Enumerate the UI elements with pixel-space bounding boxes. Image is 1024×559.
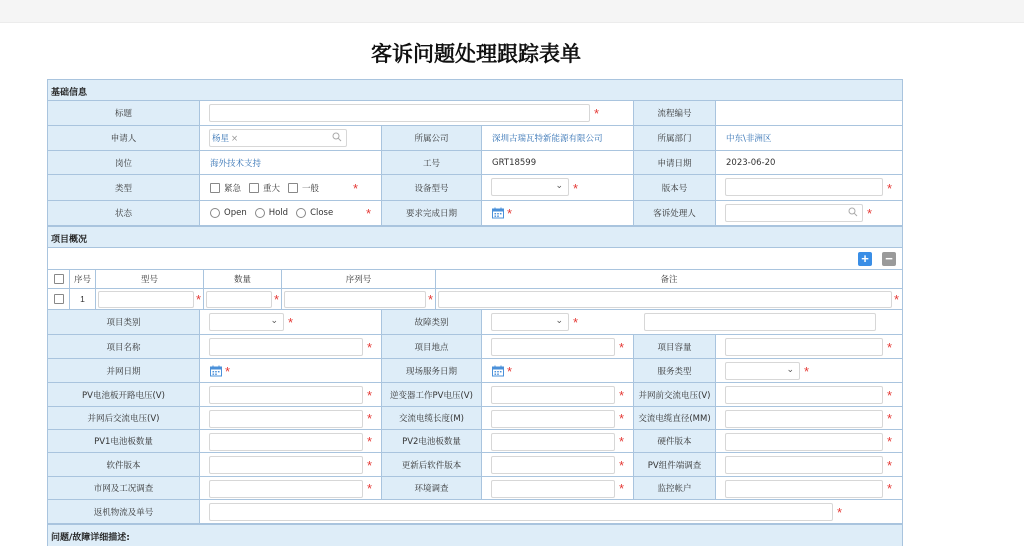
pv-open-voltage-label: PV电池板开路电压(V) [48, 383, 200, 406]
employee-number-label: 工号 [382, 151, 482, 174]
section-basic-info [48, 79, 902, 101]
version-cell [716, 175, 902, 200]
checkbox[interactable] [210, 183, 220, 193]
fault-category-cell [482, 310, 902, 334]
section-basic-info-title: 基础信息 [51, 88, 88, 98]
version-input[interactable] [725, 178, 883, 196]
grid-condition-check-cell [200, 477, 382, 499]
return-logistics-cell [200, 500, 902, 523]
chevron-down-icon: ⌄ [270, 315, 278, 325]
status-option-close[interactable] [296, 208, 333, 218]
applicant-cell [200, 126, 382, 150]
grid-date-label: 并网日期 [48, 359, 200, 382]
type-option-label: 重大 [263, 183, 281, 194]
required-mark: * [573, 315, 579, 331]
flow-number-value [716, 101, 902, 125]
monitor-account-label: 监控帐户 [634, 477, 716, 499]
required-mark: * [196, 292, 202, 308]
column-header-qty: 数量 [204, 270, 282, 288]
row-type [48, 175, 902, 201]
row-pv-voltage [48, 383, 902, 407]
column-header-remark: 备注 [660, 275, 678, 285]
required-mark: * [367, 481, 373, 497]
software-version-input[interactable] [209, 456, 363, 474]
required-mark: * [619, 339, 625, 355]
section-problem-description [48, 524, 902, 546]
required-mark: * [887, 411, 893, 427]
ac-cable-length-input[interactable] [491, 410, 615, 428]
required-mark: * [619, 457, 625, 473]
section-project-overview-title: 项目概况 [51, 235, 88, 245]
row-software [48, 453, 902, 477]
project-capacity-input[interactable] [725, 338, 883, 356]
row-project-category [48, 310, 902, 335]
chevron-down-icon: ⌄ [555, 315, 563, 325]
qty-cell [204, 289, 282, 309]
project-category-label: 项目类别 [48, 310, 200, 334]
required-mark: * [887, 180, 893, 196]
required-mark: * [288, 315, 294, 331]
service-type-select[interactable] [725, 362, 800, 380]
onsite-date-label: 现场服务日期 [382, 359, 482, 382]
required-mark: * [594, 106, 600, 122]
pv-string-check-cell [716, 453, 902, 476]
calendar-icon[interactable] [492, 365, 504, 376]
row-return-logistics [48, 500, 902, 524]
required-mark: * [274, 292, 280, 308]
remove-tag-icon[interactable]: × [231, 134, 239, 144]
row-checkbox[interactable] [54, 294, 64, 304]
status-option-hold[interactable] [255, 208, 288, 218]
fault-category-select[interactable] [491, 313, 569, 331]
calendar-icon[interactable] [492, 208, 504, 219]
section-problem-description-title: 问题/故障详细描述: [51, 533, 130, 543]
pv1-panels-input[interactable] [209, 433, 363, 451]
post-cell [200, 151, 382, 174]
type-option-label: 一般 [302, 183, 320, 194]
status-label: 状态 [48, 201, 200, 225]
section-project-overview [48, 226, 902, 248]
type-checkbox-group [210, 182, 327, 194]
applicant-label: 申请人 [48, 126, 200, 150]
software-version-label: 软件版本 [48, 453, 200, 476]
handler-cell [716, 201, 902, 225]
grid-condition-check-input[interactable] [209, 480, 363, 498]
onsite-date-cell [482, 359, 634, 382]
required-mark: * [507, 363, 513, 379]
type-option-normal[interactable] [288, 182, 319, 194]
return-logistics-input[interactable] [209, 503, 833, 521]
project-location-input[interactable] [491, 338, 615, 356]
due-date-label: 要求完成日期 [382, 201, 482, 225]
applicant-tag [212, 132, 238, 144]
inverter-pv-voltage-input[interactable] [491, 386, 615, 404]
title-input[interactable] [209, 104, 590, 122]
department-label: 所属部门 [634, 126, 716, 150]
type-label: 类型 [48, 175, 200, 200]
software-version-cell [200, 453, 382, 476]
row-panel-count [48, 430, 902, 453]
required-mark: * [573, 180, 579, 196]
radio[interactable] [255, 208, 265, 218]
browser-top-bar [0, 0, 1024, 23]
employee-number-cell [482, 151, 634, 174]
complaint-form [47, 79, 903, 546]
required-mark: * [894, 292, 900, 308]
search-icon[interactable] [332, 132, 342, 142]
inverter-pv-voltage-cell [482, 383, 634, 406]
required-mark: * [619, 387, 625, 403]
ac-cable-diameter-label: 交流电缆直径(MM) [634, 407, 716, 429]
device-model-select[interactable] [491, 178, 569, 196]
inverter-pv-voltage-label: 逆变器工作PV电压(V) [382, 383, 482, 406]
post-grid-ac-voltage-label: 并网后交流电压(V) [48, 407, 200, 429]
project-capacity-label: 项目容量 [634, 335, 716, 358]
serial-input[interactable] [284, 291, 426, 308]
monitor-account-cell [716, 477, 902, 499]
select-all-cell [48, 270, 70, 288]
hardware-version-input[interactable] [725, 433, 883, 451]
service-type-label: 服务类型 [634, 359, 716, 382]
monitor-account-input[interactable] [725, 480, 883, 498]
project-name-cell [200, 335, 382, 358]
apply-date-value: 2023-06-20 [726, 157, 776, 168]
required-mark: * [366, 206, 372, 222]
project-location-label: 项目地点 [382, 335, 482, 358]
updated-software-version-input[interactable] [491, 456, 615, 474]
column-header-model: 型号 [96, 270, 204, 288]
title-label: 标题 [48, 101, 200, 125]
pv-open-voltage-cell [200, 383, 382, 406]
checkbox[interactable] [288, 183, 298, 193]
version-label: 版本号 [634, 175, 716, 200]
post-label: 岗位 [48, 151, 200, 174]
type-option-urgent[interactable] [210, 182, 241, 194]
project-name-label: 项目名称 [48, 335, 200, 358]
fault-category-detail-input[interactable] [644, 313, 876, 331]
pv-string-check-label: PV组件端调查 [634, 453, 716, 476]
pv2-panels-input[interactable] [491, 433, 615, 451]
pre-grid-ac-voltage-cell [716, 383, 902, 406]
model-input[interactable] [98, 291, 194, 308]
department-cell [716, 126, 902, 150]
apply-date-label: 申请日期 [634, 151, 716, 174]
required-mark: * [507, 206, 513, 222]
status-radio-group [210, 208, 341, 218]
radio[interactable] [296, 208, 306, 218]
company-value: 深圳古瑞瓦特新能源有限公司 [492, 134, 603, 144]
add-row-button[interactable]: + [858, 252, 872, 266]
chevron-down-icon: ⌄ [786, 364, 794, 374]
applicant-picker[interactable] [209, 129, 347, 147]
service-type-cell [716, 359, 902, 382]
status-option-label: Hold [268, 208, 289, 218]
device-model-cell [482, 175, 634, 200]
row-project-name [48, 335, 902, 359]
ac-cable-length-label: 交流电缆长度(M) [382, 407, 482, 429]
required-mark: * [225, 363, 231, 379]
grid-condition-check-label: 市网及工况调查 [48, 477, 200, 499]
row-select-cell [48, 289, 70, 309]
pv2-panels-label: PV2电池板数量 [382, 430, 482, 452]
fault-category-label: 故障类别 [382, 310, 482, 334]
row-ac-cable [48, 407, 902, 430]
required-mark: * [367, 387, 373, 403]
required-mark: * [837, 504, 843, 520]
column-header-seq: 序号 [70, 270, 96, 288]
status-cell [200, 201, 382, 225]
pv-string-check-input[interactable] [725, 456, 883, 474]
environment-check-input[interactable] [491, 480, 615, 498]
employee-number-value: GRT18599 [492, 157, 537, 168]
required-mark: * [887, 387, 893, 403]
serial-cell [282, 289, 436, 309]
calendar-icon[interactable] [210, 365, 222, 376]
hardware-version-cell [716, 430, 902, 452]
pre-grid-ac-voltage-label: 并网前交流电压(V) [634, 383, 716, 406]
grid-toolbar [48, 248, 902, 270]
hardware-version-label: 硬件版本 [634, 430, 716, 452]
project-category-select[interactable] [209, 313, 284, 331]
due-date-cell [482, 201, 634, 225]
checkbox[interactable] [249, 183, 259, 193]
row-post [48, 151, 902, 175]
ac-cable-diameter-input[interactable] [725, 410, 883, 428]
pv-open-voltage-input[interactable] [209, 386, 363, 404]
remark-cell [436, 289, 902, 309]
updated-software-version-label: 更新后软件版本 [382, 453, 482, 476]
company-cell [482, 126, 634, 150]
environment-check-cell [482, 477, 634, 499]
model-cell [96, 289, 204, 309]
status-option-label: Open [224, 208, 247, 218]
pv2-panels-cell [482, 430, 634, 452]
select-all-checkbox[interactable] [54, 274, 64, 284]
row-title [48, 101, 902, 126]
column-header-serial: 序列号 [282, 270, 436, 288]
type-option-major[interactable] [249, 182, 280, 194]
required-mark: * [887, 434, 893, 450]
type-option-label: 紧急 [224, 183, 242, 194]
row-applicant [48, 126, 902, 151]
required-mark: * [367, 411, 373, 427]
remark-input[interactable] [438, 291, 892, 308]
flow-number-label: 流程编号 [634, 101, 716, 125]
row-seq: 1 [70, 289, 96, 309]
title-cell [200, 101, 634, 125]
required-mark: * [367, 339, 373, 355]
table-row [48, 289, 902, 310]
type-cell [200, 175, 382, 200]
project-name-input[interactable] [209, 338, 363, 356]
row-grid-date [48, 359, 902, 383]
radio[interactable] [210, 208, 220, 218]
required-mark: * [867, 206, 873, 222]
pre-grid-ac-voltage-input[interactable] [725, 386, 883, 404]
required-mark: * [619, 411, 625, 427]
required-mark: * [428, 292, 434, 308]
device-model-label: 设备型号 [382, 175, 482, 200]
required-mark: * [353, 180, 359, 196]
status-option-open[interactable] [210, 208, 247, 218]
required-mark: * [367, 457, 373, 473]
department-value: 中东\非洲区 [726, 134, 772, 144]
ac-cable-diameter-cell [716, 407, 902, 429]
required-mark: * [887, 457, 893, 473]
apply-date-cell [716, 151, 902, 174]
pv1-panels-cell [200, 430, 382, 452]
remove-row-button[interactable]: − [882, 252, 896, 266]
applicant-tag-text: 杨星 [212, 134, 230, 144]
post-value: 海外技术支持 [210, 158, 262, 169]
post-grid-ac-voltage-cell [200, 407, 382, 429]
required-mark: * [887, 481, 893, 497]
row-surveys [48, 477, 902, 500]
required-mark: * [887, 339, 893, 355]
updated-software-version-cell [482, 453, 634, 476]
project-capacity-cell [716, 335, 902, 358]
qty-input[interactable] [206, 291, 272, 308]
required-mark: * [367, 434, 373, 450]
post-grid-ac-voltage-input[interactable] [209, 410, 363, 428]
environment-check-label: 环境调查 [382, 477, 482, 499]
project-location-cell [482, 335, 634, 358]
handler-label: 客诉处理人 [634, 201, 716, 225]
status-option-label: Close [310, 208, 334, 218]
ac-cable-length-cell [482, 407, 634, 429]
chevron-down-icon: ⌄ [555, 180, 563, 190]
return-logistics-label: 返机物流及单号 [48, 500, 200, 523]
handler-picker[interactable] [725, 204, 863, 222]
grid-date-cell [200, 359, 382, 382]
pv1-panels-label: PV1电池板数量 [48, 430, 200, 452]
project-category-cell [200, 310, 382, 334]
required-mark: * [619, 481, 625, 497]
required-mark: * [804, 363, 810, 379]
required-mark: * [619, 434, 625, 450]
row-status [48, 201, 902, 226]
search-icon[interactable] [848, 207, 858, 217]
grid-header [48, 270, 902, 289]
page-title: 客诉问题处理跟踪表单 [371, 42, 581, 66]
company-label: 所属公司 [382, 126, 482, 150]
